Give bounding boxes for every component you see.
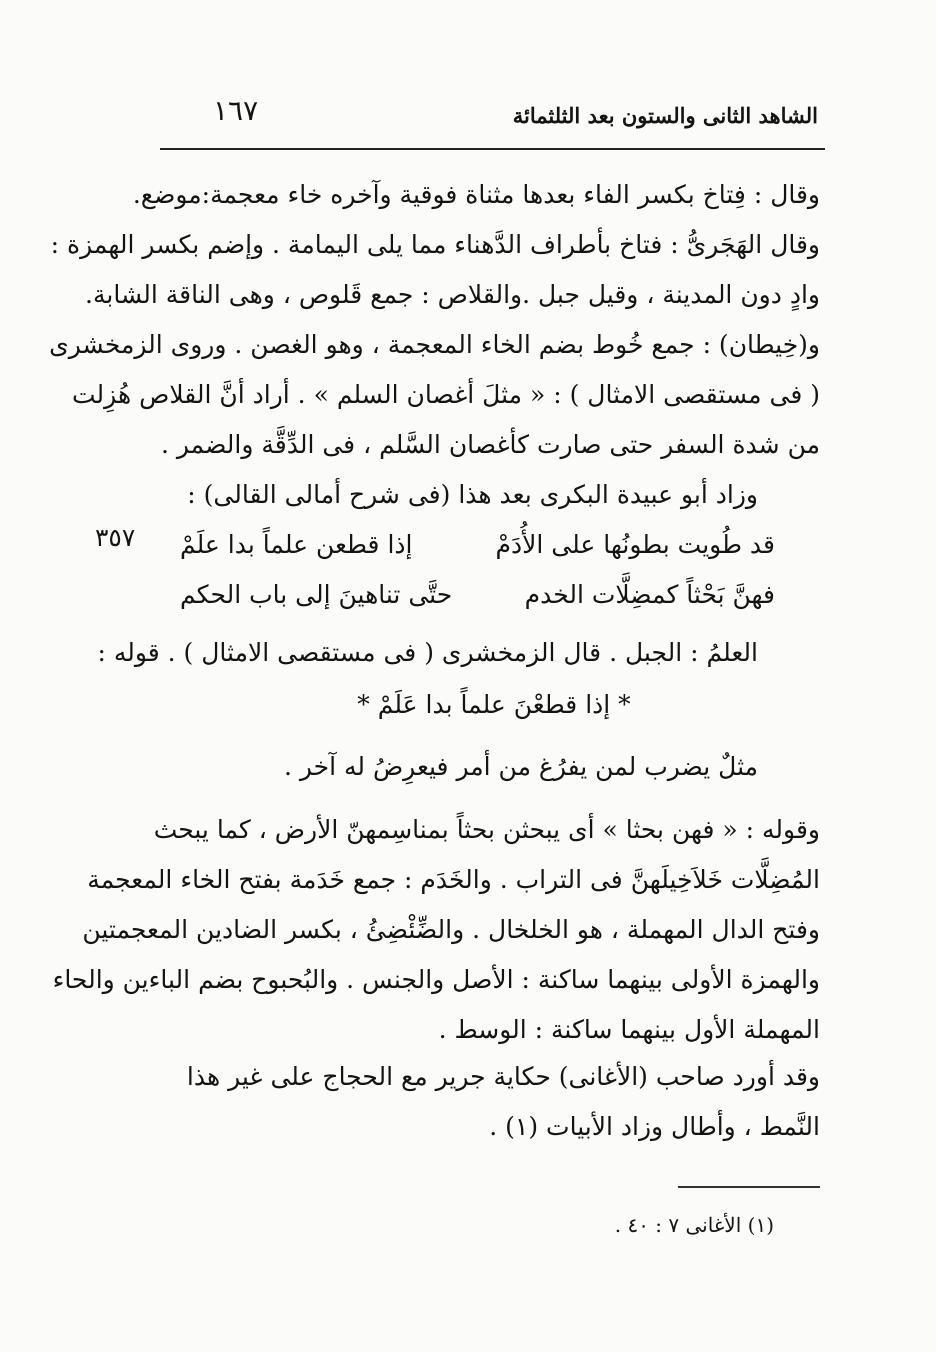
text-line: المهملة الأول بينهما ساكنة : الوسط .: [438, 1015, 820, 1044]
text-line: وقال الهَجَرىُّ : فتاخ بأطراف الدَّهناء مما يلى اليمامة . وإضم بكسر الهمزة :: [50, 230, 820, 259]
verse-hemistich-second: إذا قطعن علماً بدا علَمْ: [180, 530, 413, 559]
text-line: و(خِيطان) : جمع خُوط بضم الخاء المعجمة ، وهو الغصن . وروى الزمخشرى: [49, 330, 820, 359]
text-line: المُضِلَّات خَلاَخِيلَهنَّ فى التراب . والخَدَم : جمع خَدَمة بفتح الخاء المعجمة: [87, 865, 820, 894]
footnote-divider: [678, 1186, 820, 1188]
verse-hemistich-first: قد طُويت بطونُها على الأُدَمْ: [495, 530, 775, 559]
text-line: وقال : فِتاخ بكسر الفاء بعدها مثناة فوقية وآخره خاء معجمة:موضع.: [132, 180, 820, 209]
text-line: وزاد أبو عبيدة البكرى بعد هذا (فى شرح أمالى القالى) :: [187, 480, 758, 509]
text-line: مثلٌ يضرب لمن يفرُغ من أمر فيعرِضُ له آخر .: [283, 752, 758, 781]
paragraph-2: [168, 470, 820, 520]
text-line: وقد أورد صاحب (الأغانى) حكاية جرير مع الحجاج على غير هذا: [186, 1062, 820, 1091]
paragraph-3: [97, 628, 820, 678]
quoted-hemistich: * إذا قطعْنَ علماً بدا عَلَمْ *: [357, 690, 631, 719]
text-line: العلمُ : الجبل . قال الزمخشرى ( فى مستقصى الامثال ) . قوله :: [97, 638, 758, 667]
paragraph-5: [52, 805, 820, 1055]
paragraph-1: [49, 170, 820, 470]
footnote: (١) الأغانى ٧ : ٤٠ .: [614, 1213, 774, 1237]
running-header-title: الشاهد الثانى والستون بعد الثلثمائة: [512, 103, 818, 128]
text-line: وقوله : « فهن بحثا » أى يبحثن بحثاً بمناسِمهنّ الأرض ، كما يبحث: [153, 815, 820, 844]
verse-line-2: [180, 570, 775, 620]
text-line: النَّمط ، وأطال وزاد الأبيات (١) .: [489, 1112, 820, 1141]
paragraph-4: [168, 742, 820, 792]
text-line: والهمزة الأولى بينهما ساكنة : الأصل والجنس . والبُحبوح بضم الباءين والحاء: [52, 965, 820, 994]
text-line: ( فى مستقصى الامثال ) : « مثلَ أغصان السلم » . أراد أنَّ القلاص هُزِلت: [72, 380, 820, 409]
page-number: ١٦٧: [213, 94, 259, 127]
verse-line-1: [180, 520, 775, 570]
verse-hemistich-second: حتَّى تناهينَ إلى باب الحكم: [180, 580, 453, 609]
paragraph-6: [168, 1052, 820, 1152]
text-line: من شدة السفر حتى صارت كأغصان السَّلم ، فى الدِّقَّة والضمر .: [160, 430, 820, 459]
verse-number: ٣٥٧: [95, 523, 136, 552]
text-line: وفتح الدال المهملة ، هو الخلخال . والضِّئْضِئُ ، بكسر الضادين المعجمتين: [82, 915, 820, 944]
header-divider: [160, 148, 825, 150]
text-line: وادٍ دون المدينة ، وقيل جبل .والقلاص : جمع قَلوص ، وهى الناقة الشابة.: [85, 280, 820, 309]
verse-hemistich-first: فهنَّ بَحْثاً كمضِلَّات الخدم: [524, 580, 775, 609]
